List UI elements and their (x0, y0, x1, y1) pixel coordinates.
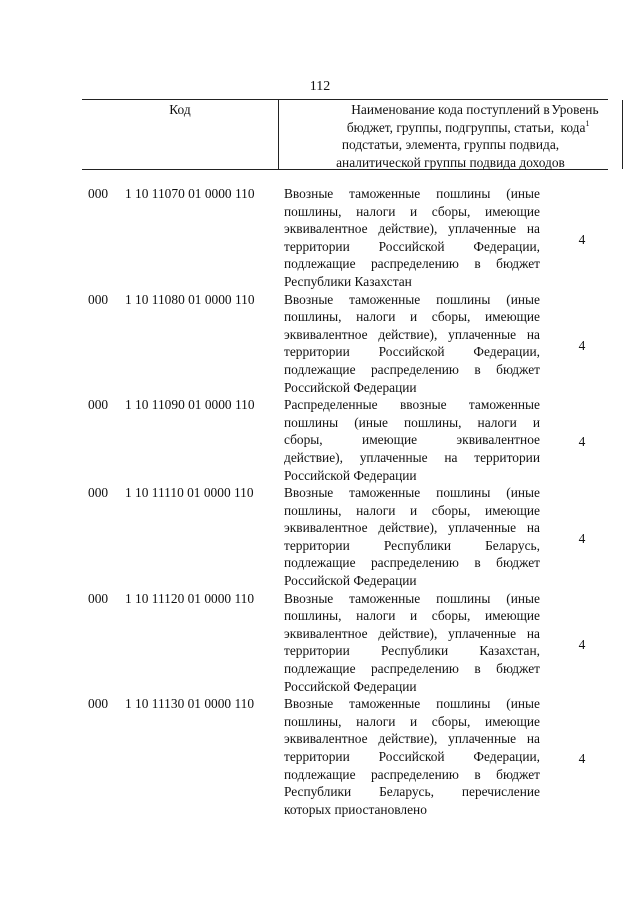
row-code: 1 10 11110 01 0000 110 (125, 485, 254, 501)
header-level-line2: кода (560, 119, 586, 135)
row-name-line: Ввозные таможенные пошлины (иные (284, 590, 540, 606)
row-name-line: пошлины, налоги и сборы, имеющие (284, 608, 540, 624)
row-name-line: эквивалентное действие), уплаченные на (284, 326, 540, 342)
row-name-line: Ввозные таможенные пошлины (иные (284, 696, 540, 712)
header-name-line: бюджет, группы, подгруппы, статьи, (346, 119, 555, 135)
table-row (0, 291, 640, 397)
row-prefix: 000 (88, 485, 109, 501)
row-level: 4 (578, 751, 586, 767)
row-prefix: 000 (88, 696, 109, 712)
header-level-footnote: 1 (585, 118, 590, 128)
row-name-line: эквивалентное действие), уплаченные на (284, 731, 540, 747)
header-code (82, 100, 278, 169)
table-row (0, 185, 640, 291)
row-level: 4 (578, 434, 586, 450)
row-name-line: территории Российской Федерации, (284, 749, 540, 764)
header-level-line1: Уровень (551, 102, 599, 117)
row-name (284, 185, 540, 291)
row-level: 4 (578, 636, 586, 652)
row-name-line: подлежащие распределению в бюджет (284, 555, 540, 571)
row-name-line: которых приостановлено (284, 801, 427, 817)
row-code: 1 10 11080 01 0000 110 (125, 291, 255, 307)
row-name-line: действие), уплаченные на территории (284, 449, 540, 465)
row-name-line: Республики Беларусь, перечисление (284, 784, 540, 800)
page-number: 112 (309, 79, 331, 94)
row-name-line: эквивалентное действие), уплаченные на (284, 520, 540, 536)
row-name (284, 695, 540, 818)
table-row (0, 484, 640, 590)
row-code: 1 10 11090 01 0000 110 (125, 397, 255, 413)
row-level: 4 (578, 337, 586, 353)
row-level: 4 (578, 531, 586, 547)
row-name-line: подлежащие распределению в бюджет (284, 661, 540, 677)
table-row (0, 590, 640, 696)
table-row (0, 396, 640, 484)
row-name-line: подлежащие распределению в бюджет (284, 361, 540, 377)
row-name-line: Российской Федерации (284, 467, 417, 483)
header-level (542, 100, 608, 169)
header-level-line2-wrap (542, 119, 608, 137)
row-prefix: 000 (88, 397, 109, 413)
row-name-line: территории Российской Федерации, (284, 238, 540, 254)
row-code: 1 10 11130 01 0000 110 (125, 696, 255, 712)
row-name-line: территории Российской Федерации, (284, 344, 540, 360)
row-name-line: территории Республики Беларусь, (284, 537, 540, 553)
header-code-label: Код (169, 102, 191, 117)
row-name-line: пошлины, налоги и сборы, имеющие (284, 502, 540, 518)
row-name-line: пошлины (иные пошлины, налоги и (284, 414, 540, 430)
row-prefix: 000 (88, 291, 109, 307)
row-prefix: 000 (88, 590, 109, 606)
row-name-line: Республики Казахстан (284, 273, 412, 289)
header-name-line: Наименование кода поступлений в (351, 102, 550, 117)
row-name-line: Российской Федерации (284, 678, 417, 694)
table-body (0, 185, 640, 818)
row-name-line: Ввозные таможенные пошлины (иные (284, 485, 540, 501)
row-code: 1 10 11120 01 0000 110 (125, 590, 255, 606)
row-name-line: Российской Федерации (284, 379, 417, 395)
row-name (284, 484, 540, 590)
row-name (284, 396, 540, 484)
row-name-line: пошлины, налоги и сборы, имеющие (284, 203, 540, 219)
row-level: 4 (578, 232, 586, 247)
table-header (82, 99, 608, 170)
row-name-line: Распределенные ввозные таможенные (284, 397, 540, 413)
row-name-line: сборы, имеющие эквивалентное (284, 432, 540, 448)
row-name-line: эквивалентное действие), уплаченные на (284, 625, 540, 641)
row-name (284, 291, 540, 397)
row-name (284, 590, 540, 696)
header-name-line: аналитической группы подвида доходов (336, 154, 565, 170)
row-name-line: подлежащие распределению в бюджет (284, 256, 540, 272)
row-name-line: Ввозные таможенные пошлины (иные (284, 186, 540, 201)
row-name-line: пошлины, налоги и сборы, имеющие (284, 713, 540, 729)
row-name-line: пошлины, налоги и сборы, имеющие (284, 309, 540, 325)
header-name-line: подстатьи, элемента, группы подвида, (341, 137, 560, 153)
table-row (0, 695, 640, 818)
row-name-line: подлежащие распределению в бюджет (284, 766, 540, 782)
row-prefix: 000 (88, 186, 109, 201)
row-name-line: территории Республики Казахстан, (284, 643, 540, 659)
row-name-line: эквивалентное действие), уплаченные на (284, 221, 540, 237)
row-name-line: Российской Федерации (284, 573, 417, 589)
row-name-line: Ввозные таможенные пошлины (иные (284, 291, 540, 307)
row-code: 1 10 11070 01 0000 110 (125, 186, 255, 201)
